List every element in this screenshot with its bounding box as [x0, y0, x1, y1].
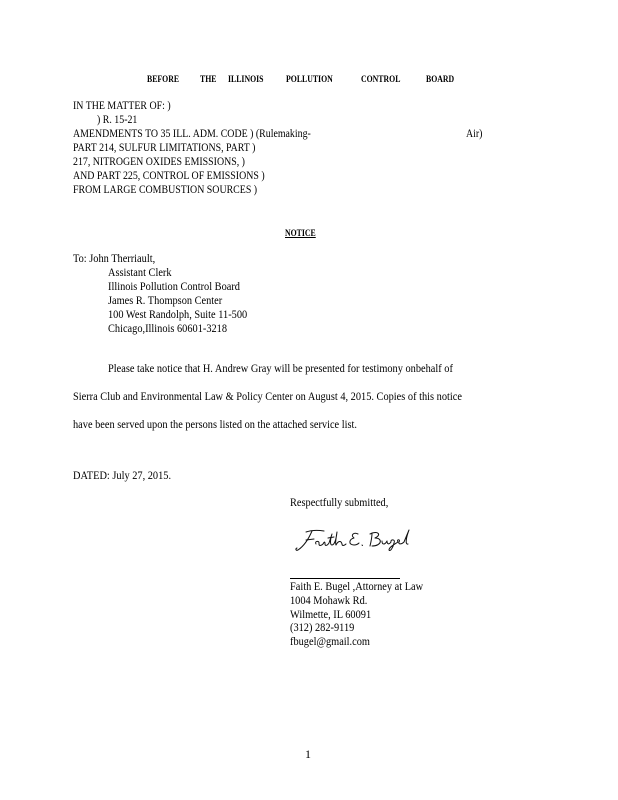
caption-docket: ) R. 15-21 [97, 114, 138, 126]
caption-line-3: AMENDMENTS TO 35 ILL. ADM. CODE ) (Rulemaking- [73, 128, 311, 140]
addressee-line: Chicago,Illinois 60601-3218 [108, 323, 228, 335]
caption-line-1: IN THE MATTER OF: ) [73, 100, 171, 112]
signer-address-street: 1004 Mohawk Rd. [290, 595, 368, 607]
body-line-3: have been served upon the persons listed on the attached service list. [73, 419, 357, 431]
body-line-2: Sierra Club and Environmental Law & Policy Center on August 4, 2015. Copies of this notice [73, 391, 462, 403]
addressee-line: Illinois Pollution Control Board [108, 281, 240, 293]
addressee-name: To: John Therriault, [73, 253, 156, 265]
addressee-line: James R. Thompson Center [108, 295, 223, 307]
signature-line [290, 578, 400, 579]
caption-line-5: 217, NITROGEN OXIDES EMISSIONS, ) [73, 156, 245, 168]
caption-line-6: AND PART 225, CONTROL OF EMISSIONS ) [73, 170, 265, 182]
signer-address-city: Wilmette, IL 60091 [290, 609, 372, 621]
header-word-the: THE [200, 75, 217, 85]
header-word-illinois: ILLINOIS [228, 75, 264, 85]
caption-line-3-air: Air) [466, 128, 483, 140]
page-number: 1 [305, 747, 311, 761]
body-line-1: Please take notice that H. Andrew Gray will be presented for testimony onbehalf of [108, 363, 453, 375]
signer-name-title: Faith E. Bugel ,Attorney at Law [290, 581, 424, 593]
header-word-control: CONTROL [361, 75, 401, 85]
closing-respectfully-submitted: Respectfully submitted, [290, 497, 389, 509]
caption-line-4: PART 214, SULFUR LIMITATIONS, PART ) [73, 142, 256, 154]
dated-line: DATED: July 27, 2015. [73, 470, 172, 482]
handwritten-signature [292, 526, 416, 556]
header-word-board: BOARD [426, 75, 455, 85]
signer-email: fbugel@gmail.com [290, 636, 370, 648]
signer-phone: (312) 282-9119 [290, 622, 355, 634]
header-word-pollution: POLLUTION [286, 75, 333, 85]
notice-title: NOTICE [285, 229, 316, 239]
addressee-line: 100 West Randolph, Suite 11-500 [108, 309, 248, 321]
addressee-line: Assistant Clerk [108, 267, 172, 279]
header-word-before: BEFORE [147, 75, 180, 85]
caption-line-7: FROM LARGE COMBUSTION SOURCES ) [73, 184, 258, 196]
